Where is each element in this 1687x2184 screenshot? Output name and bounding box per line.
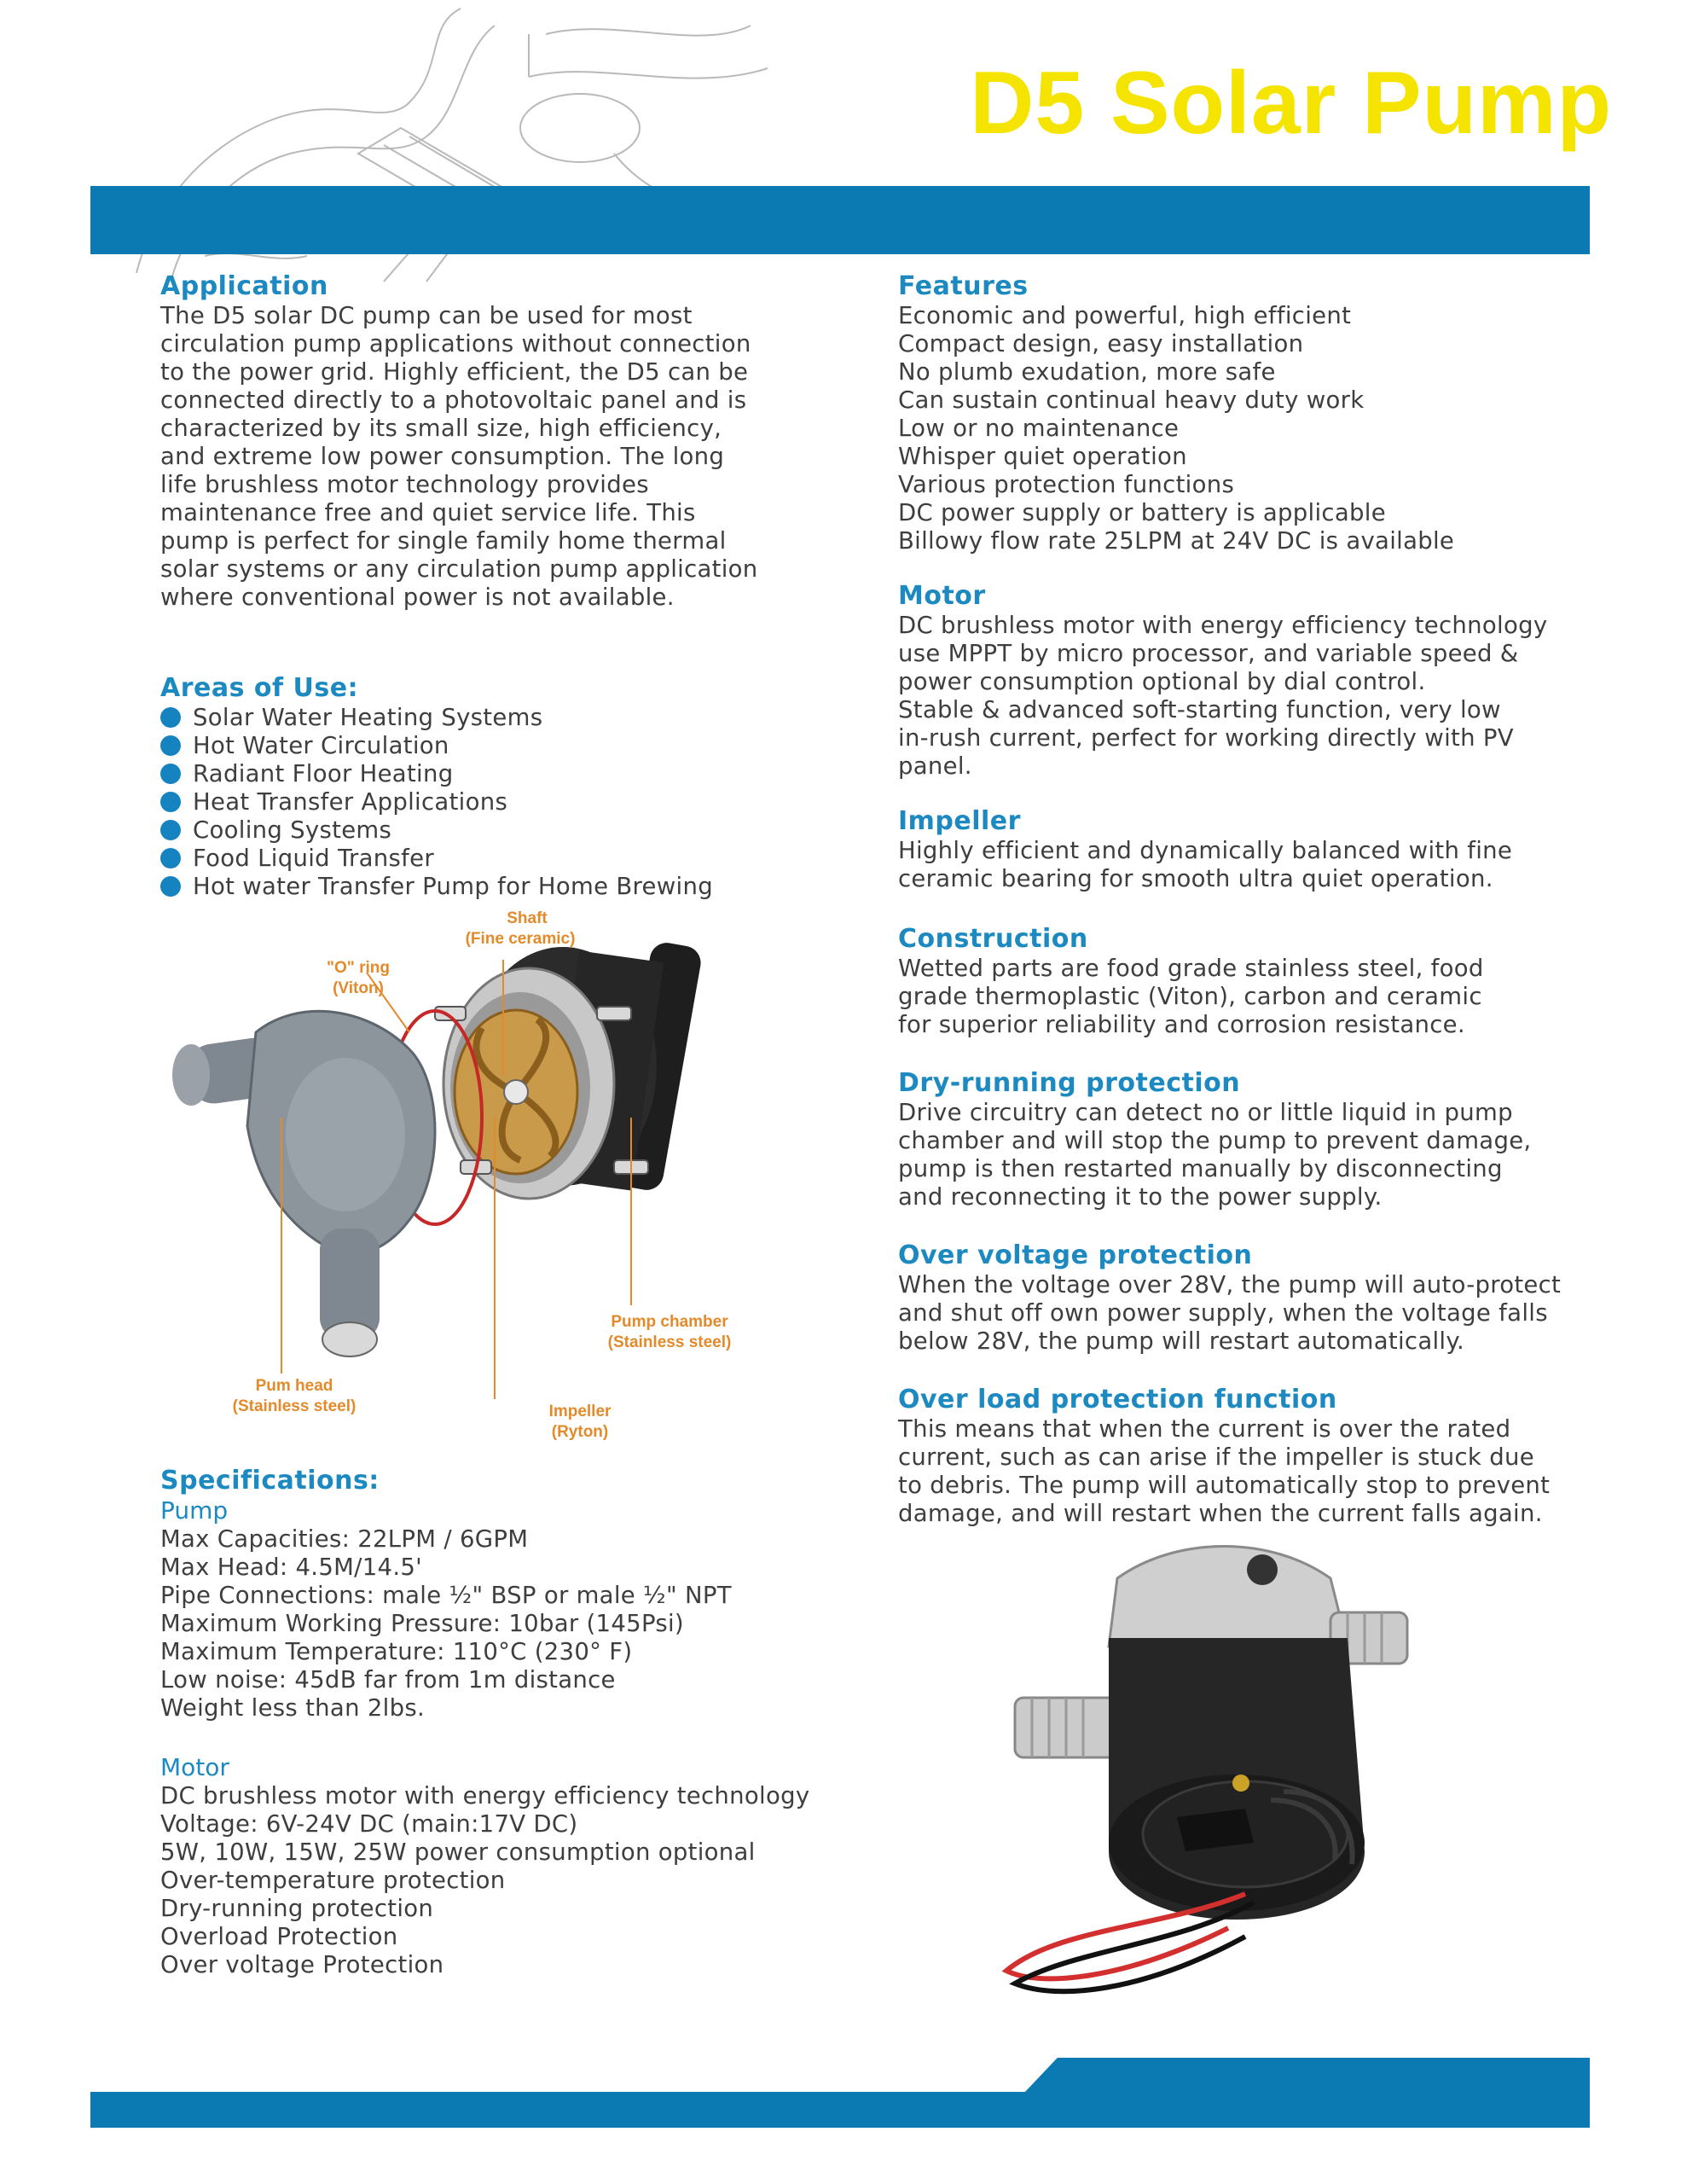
spec-line: Low noise: 45dB far from 1m distance bbox=[160, 1666, 616, 1693]
application-line: to the power grid. Highly efficient, the D5 can be bbox=[160, 358, 749, 386]
application-text bbox=[160, 302, 877, 612]
over-load-line: current, such as can arise if the impeller is stuck due bbox=[898, 1443, 1534, 1471]
spec-line: Voltage: 6V-24V DC (main:17V DC) bbox=[160, 1810, 578, 1838]
application-heading: Application bbox=[160, 271, 328, 301]
construction-heading: Construction bbox=[898, 924, 1088, 954]
impeller-line: Highly efficient and dynamically balanced with fine bbox=[898, 837, 1513, 864]
dry-running-heading: Dry-running protection bbox=[898, 1068, 1241, 1098]
application-line: pump is perfect for single family home thermal bbox=[160, 527, 727, 555]
spec-line: 5W, 10W, 15W, 25W power consumption optional bbox=[160, 1838, 756, 1866]
right-column bbox=[898, 271, 1606, 1528]
application-line: where conventional power is not available. bbox=[160, 584, 675, 611]
feature-line: Economic and powerful, high efficient bbox=[898, 302, 1352, 329]
application-line: The D5 solar DC pump can be used for most bbox=[160, 302, 693, 329]
application-line: and extreme low power consumption. The long bbox=[160, 443, 725, 470]
callout-pump-chamber-material: (Stainless steel) bbox=[607, 1333, 732, 1351]
over-load-line: This means that when the current is over the rated bbox=[898, 1415, 1511, 1443]
motor-text bbox=[898, 612, 1606, 781]
callout-impeller: Impeller bbox=[548, 1403, 612, 1420]
impeller-part bbox=[455, 1010, 577, 1174]
left-column bbox=[160, 271, 877, 901]
feature-line: Whisper quiet operation bbox=[898, 443, 1187, 470]
construction-section bbox=[898, 924, 1606, 1039]
callout-shaft: Shaft bbox=[507, 909, 548, 927]
footer-band-step bbox=[1023, 2058, 1590, 2094]
spec-line: Over voltage Protection bbox=[160, 1951, 444, 1978]
application-line: circulation pump applications without connection bbox=[160, 330, 751, 357]
callout-shaft-material: (Fine ceramic) bbox=[465, 930, 576, 948]
list-item: Solar Water Heating Systems bbox=[160, 704, 877, 732]
application-line: connected directly to a photovoltaic panel and is bbox=[160, 386, 747, 414]
dry-running-text bbox=[898, 1099, 1606, 1211]
list-item: Food Liquid Transfer bbox=[160, 845, 877, 873]
areas-heading: Areas of Use: bbox=[160, 673, 359, 703]
features-list bbox=[898, 302, 1606, 555]
spec-line: Maximum Working Pressure: 10bar (145Psi) bbox=[160, 1610, 684, 1637]
specifications-section bbox=[160, 1466, 877, 1979]
application-line: maintenance free and quiet service life. This bbox=[160, 499, 696, 526]
spec-line: Max Capacities: 22LPM / 6GPM bbox=[160, 1525, 529, 1553]
over-voltage-line: below 28V, the pump will restart automatically. bbox=[898, 1327, 1465, 1355]
callout-o-ring-material: (Viton) bbox=[333, 979, 384, 997]
spec-line: DC brushless motor with energy efficiency technology bbox=[160, 1782, 810, 1809]
features-heading: Features bbox=[898, 271, 1029, 301]
impeller-text bbox=[898, 837, 1606, 893]
construction-text bbox=[898, 955, 1606, 1039]
callout-pump-head: Pum head bbox=[255, 1377, 333, 1395]
over-load-line: to debris. The pump will automatically stop to prevent bbox=[898, 1472, 1551, 1499]
dry-running-line: chamber and will stop the pump to prevent damage, bbox=[898, 1127, 1532, 1154]
over-voltage-line: and shut off own power supply, when the voltage falls bbox=[898, 1299, 1548, 1327]
product-photo bbox=[989, 1527, 1467, 2005]
application-line: life brushless motor technology provides bbox=[160, 471, 649, 498]
spec-line: Max Head: 4.5M/14.5' bbox=[160, 1554, 423, 1581]
callout-impeller-material: (Ryton) bbox=[551, 1423, 609, 1441]
over-load-line: damage, and will restart when the current falls again. bbox=[898, 1500, 1543, 1527]
bullet-icon bbox=[160, 876, 181, 897]
motor-line: DC brushless motor with energy efficiency technology bbox=[898, 612, 1548, 639]
feature-line: Compact design, easy installation bbox=[898, 330, 1304, 357]
motor-section bbox=[898, 581, 1606, 781]
construction-line: grade thermoplastic (Viton), carbon and ceramic bbox=[898, 983, 1482, 1010]
construction-line: for superior reliability and corrosion resistance. bbox=[898, 1011, 1465, 1038]
bullet-icon bbox=[160, 792, 181, 812]
pump-head-part bbox=[172, 1011, 435, 1356]
specifications-heading: Specifications: bbox=[160, 1466, 380, 1496]
application-line: solar systems or any circulation pump application bbox=[160, 555, 758, 583]
bullet-icon bbox=[160, 848, 181, 868]
exploded-pump-diagram bbox=[154, 904, 768, 1467]
spec-line: Over-temperature protection bbox=[160, 1867, 506, 1894]
features-section bbox=[898, 271, 1606, 555]
header-band bbox=[90, 186, 1590, 254]
specs-motor-label: Motor bbox=[160, 1753, 229, 1781]
bullet-icon bbox=[160, 764, 181, 784]
dry-running-section bbox=[898, 1068, 1606, 1211]
motor-line: Stable & advanced soft-starting function, very low bbox=[898, 696, 1501, 723]
bullet-icon bbox=[160, 707, 181, 728]
footer-band bbox=[90, 2092, 1590, 2128]
dry-running-line: pump is then restarted manually by disconnecting bbox=[898, 1155, 1503, 1182]
list-item: Heat Transfer Applications bbox=[160, 788, 877, 816]
over-load-heading: Over load protection function bbox=[898, 1385, 1337, 1414]
callout-o-ring: "O" ring bbox=[327, 959, 390, 977]
over-voltage-line: When the voltage over 28V, the pump will auto-protect bbox=[898, 1271, 1562, 1298]
bullet-icon bbox=[160, 735, 181, 756]
motor-line: panel. bbox=[898, 752, 972, 780]
over-voltage-heading: Over voltage protection bbox=[898, 1240, 1253, 1270]
spec-line: Weight less than 2lbs. bbox=[160, 1694, 425, 1722]
bullet-icon bbox=[160, 820, 181, 840]
feature-line: Low or no maintenance bbox=[898, 415, 1180, 442]
list-item: Cooling Systems bbox=[160, 816, 877, 845]
spec-line: Pipe Connections: male ½" BSP or male ½" NPT bbox=[160, 1582, 732, 1609]
callout-pump-chamber: Pump chamber bbox=[611, 1313, 728, 1331]
impeller-section bbox=[898, 806, 1606, 893]
list-item: Radiant Floor Heating bbox=[160, 760, 877, 788]
spec-line: Maximum Temperature: 110°C (230° F) bbox=[160, 1638, 633, 1665]
motor-line: power consumption optional by dial control. bbox=[898, 668, 1426, 695]
construction-line: Wetted parts are food grade stainless steel, food bbox=[898, 955, 1484, 982]
application-line: characterized by its small size, high efficiency, bbox=[160, 415, 722, 442]
spec-line: Dry-running protection bbox=[160, 1895, 434, 1922]
impeller-line: ceramic bearing for smooth ultra quiet operation. bbox=[898, 865, 1493, 892]
over-voltage-text bbox=[898, 1271, 1606, 1356]
callout-pump-head-material: (Stainless steel) bbox=[232, 1397, 357, 1415]
over-load-text bbox=[898, 1415, 1606, 1528]
page-title: D5 Solar Pump bbox=[970, 54, 1612, 153]
areas-section bbox=[160, 673, 877, 901]
feature-line: DC power supply or battery is applicable bbox=[898, 499, 1386, 526]
feature-line: Can sustain continual heavy duty work bbox=[898, 386, 1365, 414]
specs-pump-list bbox=[160, 1525, 877, 1722]
over-load-section bbox=[898, 1385, 1606, 1528]
feature-line: Billowy flow rate 25LPM at 24V DC is available bbox=[898, 527, 1455, 555]
application-section bbox=[160, 271, 877, 612]
feature-line: Various protection functions bbox=[898, 471, 1235, 498]
specs-pump-label: Pump bbox=[160, 1496, 229, 1525]
impeller-heading: Impeller bbox=[898, 806, 1021, 836]
motor-line: in-rush current, perfect for working directly with PV bbox=[898, 724, 1514, 752]
list-item: Hot Water Circulation bbox=[160, 732, 877, 760]
feature-line: No plumb exudation, more safe bbox=[898, 358, 1276, 386]
motor-line: use MPPT by micro processor, and variable speed & bbox=[898, 640, 1519, 667]
over-voltage-section bbox=[898, 1240, 1606, 1356]
dry-running-line: Drive circuitry can detect no or little liquid in pump bbox=[898, 1099, 1513, 1126]
motor-heading: Motor bbox=[898, 581, 986, 611]
motor-housing bbox=[1109, 1638, 1365, 1920]
dry-running-line: and reconnecting it to the power supply. bbox=[898, 1183, 1383, 1211]
specs-motor-list bbox=[160, 1782, 877, 1979]
areas-list bbox=[160, 704, 877, 901]
list-item: Hot water Transfer Pump for Home Brewing bbox=[160, 873, 877, 901]
spec-line: Overload Protection bbox=[160, 1923, 398, 1950]
